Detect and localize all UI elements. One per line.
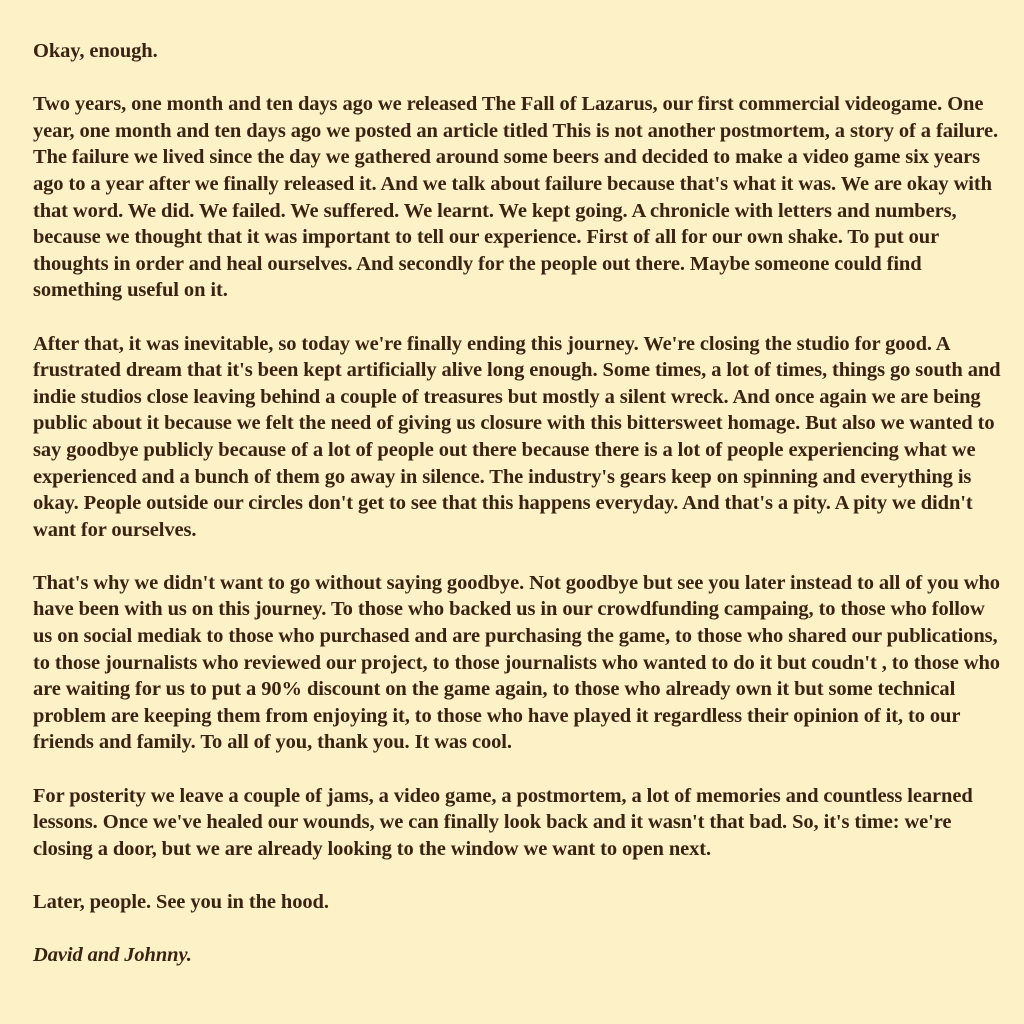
paragraph-thanks: That's why we didn't want to go without saying goodbye. Not goodbye but see you later instead to all of you who have been with us on this journey. To those who backed us in our crowdfunding campaing, to those who follow us on social mediak to those who purchased and are purchasing the game, to those who shared our publications, to those journalists who reviewed our project, to those journalists who wanted to do it but coudn't , to those who are waiting for us to put a 90% discount on the game again, to those who already own it but some technical problem are keeping them from enjoying it, to those who have played it regardless their opinion of it, to our friends and family. To all of you, thank you. It was cool. xyxy=(33,571,1000,754)
opening-line: Okay, enough. xyxy=(33,40,158,62)
paragraph-legacy: For posterity we leave a couple of jams, a video game, a postmortem, a lot of memories and countless learned lessons. Once we've healed our wounds, we can finally look back and it wasn't that bad. So, it's time: we're closing a door, but we are already looking to the window we want to open next. xyxy=(33,784,973,860)
letter-body xyxy=(33,38,1008,969)
paragraph-closing-studio: After that, it was inevitable, so today we're finally ending this journey. We're closing the studio for good. A frustrated dream that it's been kept artificially alive long enough. Some times, a lot of times, things go south and indie studios close leaving behind a couple of treasures but mostly a silent wreck. And once again we are being public about it because we felt the need of giving us closure with this bittersweet homage. But also we wanted to say goodbye publicly because of a lot of people out there because there is a lot of people experiencing what we experienced and a bunch of them go away in silence. The industry's gears keep on spinning and everything is okay. People outside our circles don't get to see that this happens everyday. And that's a pity. A pity we didn't want for ourselves. xyxy=(33,332,1001,541)
signature: David and Johnny. xyxy=(33,944,192,967)
farewell-line: Later, people. See you in the hood. xyxy=(33,891,329,913)
paragraph-release-history: Two years, one month and ten days ago we released The Fall of Lazarus, our first commercial videogame. One year, one month and ten days ago we posted an article titled This is not another postmortem, a story of a failure. The failure we lived since the day we gathered around some beers and decided to make a video game six years ago to a year after we finally released it. And we talk about failure because that's what it was. We are okay with that word. We did. We failed. We suffered. We learnt. We kept going. A chronicle with letters and numbers, because we thought that it was important to tell our experience. First of all for our own shake. To put our thoughts in order and heal ourselves. And secondly for the people out there. Maybe someone could find something useful on it. xyxy=(33,93,998,302)
